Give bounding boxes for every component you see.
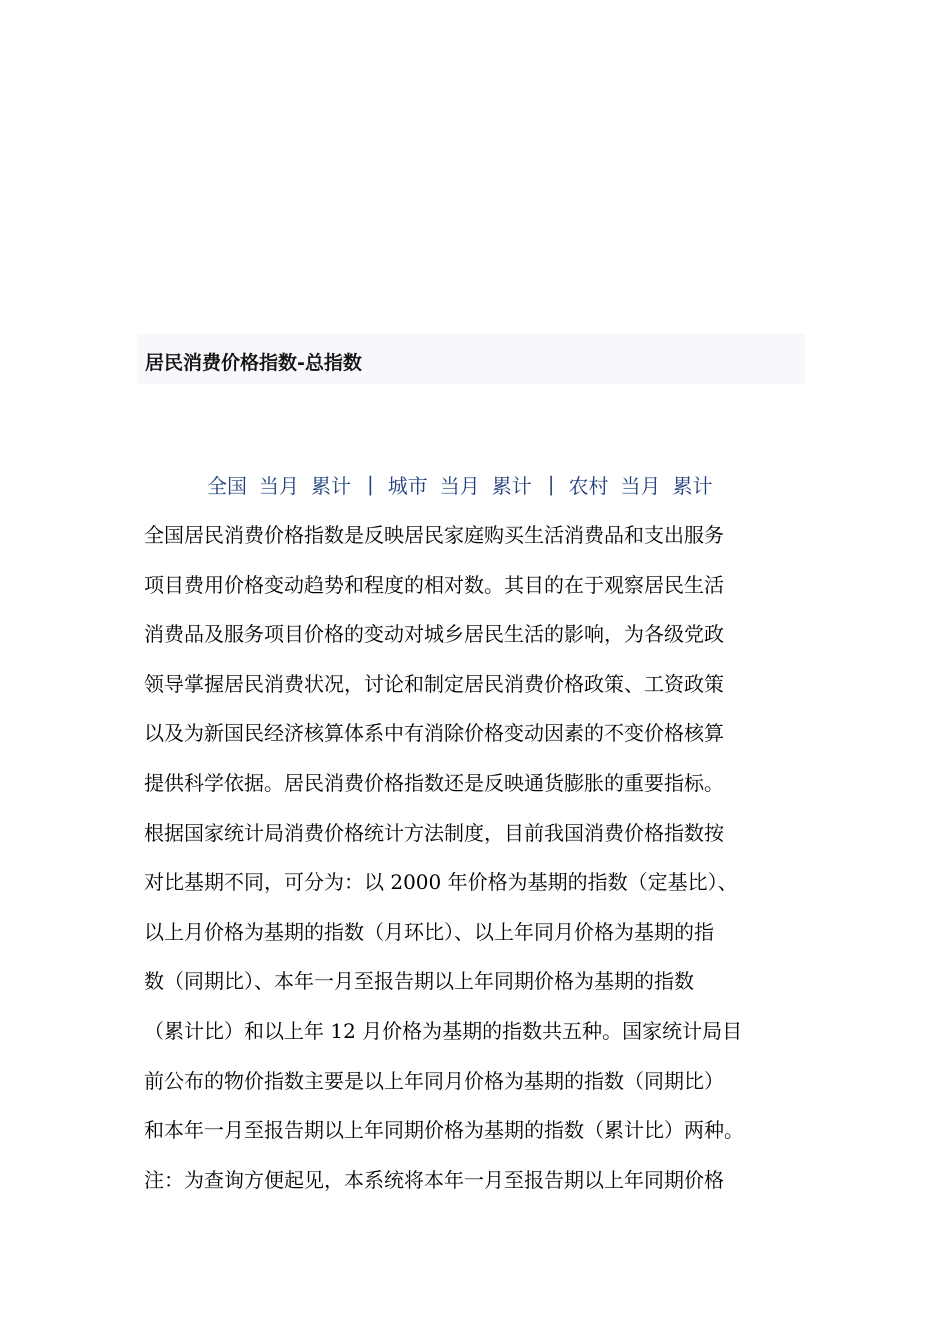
- text-line: （累计比）和以上年 12 月价格为基期的指数共五种。国家统计局目: [144, 1018, 743, 1043]
- text-line: 以及为新国民经济核算体系中有消除价格变动因素的不变价格核算: [144, 721, 724, 746]
- text-line: 根据国家统计局消费价格统计方法制度，目前我国消费价格指数按: [144, 820, 724, 845]
- text-line: 数（同期比）、本年一月至报告期以上年同期价格为基期的指数: [144, 969, 694, 994]
- text-line: 和本年一月至报告期以上年同期价格为基期的指数（累计比）两种。: [144, 1118, 744, 1143]
- text-line: 注：为查询方便起见，本系统将本年一月至报告期以上年同期价格: [144, 1167, 724, 1192]
- region-nav: [207, 470, 725, 498]
- description-text: [144, 511, 808, 1205]
- text-line: 前公布的物价指数主要是以上年同月价格为基期的指数（同期比）: [144, 1068, 724, 1093]
- nav-city-cumulative-link[interactable]: 累计: [491, 473, 532, 498]
- text-line: 消费品及服务项目价格的变动对城乡居民生活的影响，为各级党政: [144, 622, 724, 647]
- text-line: 全国居民消费价格指数是反映居民家庭购买生活消费品和支出服务: [144, 523, 724, 547]
- nav-rural-cumulative-link[interactable]: 累计: [672, 473, 713, 498]
- page-title: 居民消费价格指数-总指数: [145, 352, 362, 374]
- nav-rural-link[interactable]: 农村: [568, 473, 609, 498]
- title-bar: [137, 334, 805, 384]
- nav-separator: |: [367, 472, 374, 496]
- nav-separator: |: [547, 472, 555, 496]
- nav-rural-current-month-link[interactable]: 当月: [620, 473, 661, 498]
- text-line: 领导掌握居民消费状况，讨论和制定居民消费价格政策、工资政策: [144, 671, 724, 696]
- nav-national-current-month-link[interactable]: 当月: [259, 473, 299, 498]
- nav-city-link[interactable]: 城市: [387, 473, 428, 498]
- nav-city-current-month-link[interactable]: 当月: [439, 473, 480, 498]
- text-line: 提供科学依据。居民消费价格指数还是反映通货膨胀的重要指标。: [144, 770, 724, 795]
- text-line: 以上月价格为基期的指数（月环比）、以上年同月价格为基期的指: [144, 919, 714, 944]
- nav-national-link[interactable]: 全国: [207, 473, 247, 498]
- nav-national-cumulative-link[interactable]: 累计: [311, 473, 351, 498]
- text-line: 项目费用价格变动趋势和程度的相对数。其目的在于观察居民生活: [144, 572, 724, 597]
- text-line: 对比基期不同，可分为：以 2000 年价格为基期的指数（定基比）、: [144, 870, 738, 895]
